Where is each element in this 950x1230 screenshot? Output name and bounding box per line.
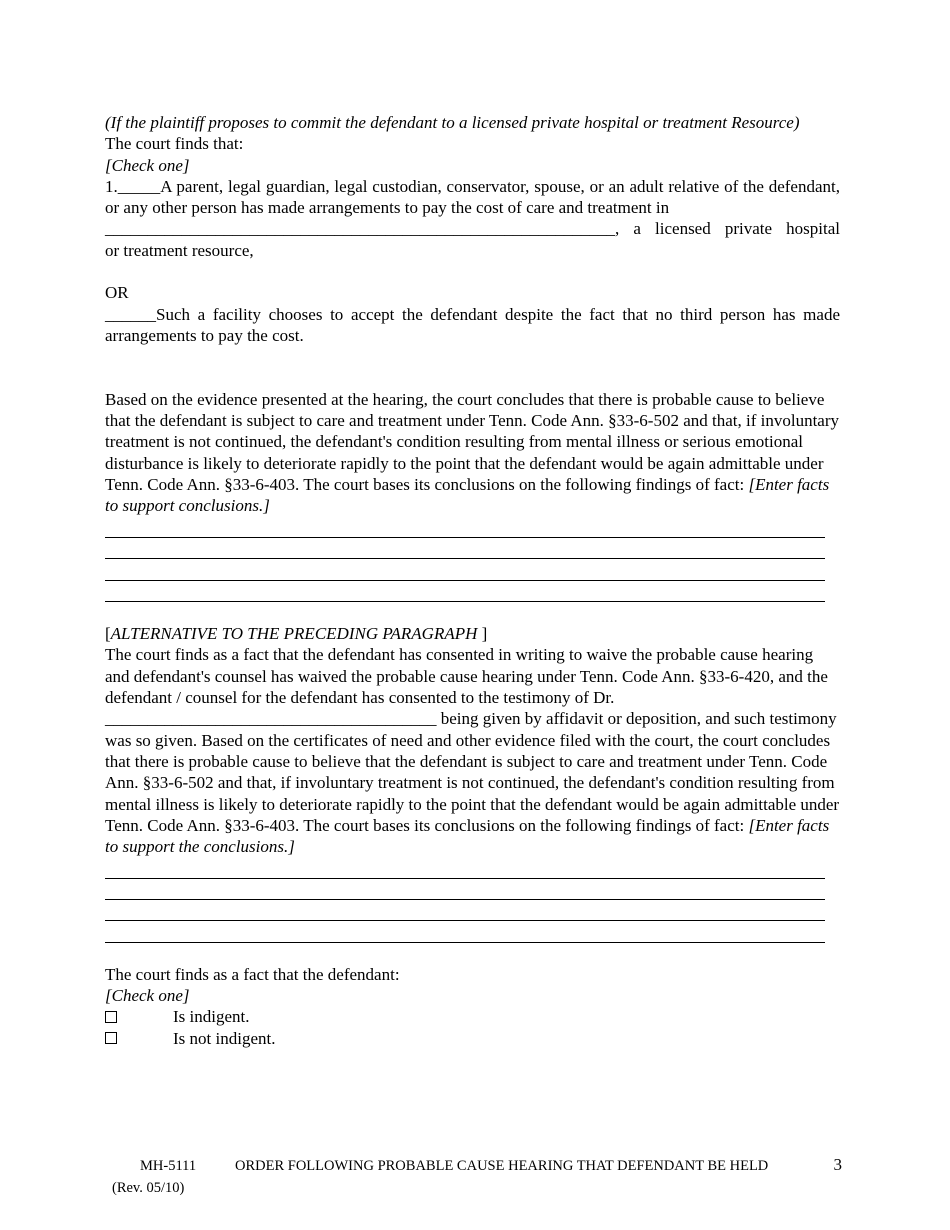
option-2-check-blank[interactable]: ______ xyxy=(105,304,156,324)
findings-line[interactable] xyxy=(105,900,825,921)
option-1-text-end: or treatment resource, xyxy=(105,240,254,260)
not-indigent-label: Is not indigent. xyxy=(173,1028,276,1048)
not-indigent-checkbox[interactable] xyxy=(105,1032,117,1044)
option-1-number: 1. xyxy=(105,176,118,196)
facility-name-blank[interactable]: ____________________________________________________________ xyxy=(105,219,615,239)
findings-line[interactable] xyxy=(105,921,825,942)
findings-line[interactable] xyxy=(105,581,825,602)
indigent-option[interactable] xyxy=(105,1006,840,1027)
form-number: MH-5111 xyxy=(140,1158,197,1174)
alternative-heading-text: ALTERNATIVE TO THE PRECEDING PARAGRAPH xyxy=(110,624,478,644)
alternative-heading xyxy=(105,623,840,644)
alternative-text-1: The court finds as a fact that the defendant has consented in writing to waive the probable cause hearing and defendant's counsel has waived the probable cause hearing under Tenn. Code Ann. §33-6-420, and the defendant / counsel for the defendant has consented to the testimony of Dr. xyxy=(105,645,828,708)
page-number: 3 xyxy=(833,1155,842,1174)
indigence-heading: The court finds as a fact that the defendant: xyxy=(105,964,400,984)
doctor-name-blank[interactable]: _______________________________________ xyxy=(105,709,437,729)
findings-line[interactable] xyxy=(105,879,825,900)
form-title: ORDER FOLLOWING PROBABLE CAUSE HEARING THAT DEFENDANT BE HELD xyxy=(235,1158,769,1174)
bracket-open: [ xyxy=(105,624,111,644)
indigence-check-one: [Check one] xyxy=(105,986,190,1006)
findings-line[interactable] xyxy=(105,857,825,878)
findings-line[interactable] xyxy=(105,559,825,580)
findings-line[interactable] xyxy=(105,538,825,559)
alternative-paragraph xyxy=(105,644,840,857)
option-1-text-cont: , a licensed private hospital xyxy=(615,219,840,239)
indigent-checkbox[interactable] xyxy=(105,1011,117,1023)
option-2-paragraph xyxy=(105,304,840,347)
findings-lines-1[interactable] xyxy=(105,517,840,602)
probable-cause-instruction: [Enter facts to support conclusions.] xyxy=(105,475,830,516)
document-page xyxy=(105,112,840,1049)
court-finds-heading: The court finds that: xyxy=(105,134,244,154)
option-1-check-blank[interactable]: _____ xyxy=(117,176,161,196)
alternative-text-2: being given by affidavit or deposition, and such testimony was so given. Based on the certificates of need and other evidence filed with the court, the court concludes that there is probable cause to believe that the defendant is subject to care and treatment under Tenn. Code Ann. §33-6-502 and that, if involuntary treatment is not continued, the defendant's condition resulting from mental illness is likely to deteriorate rapidly to the point that the defendant would be again admittable under Tenn. Code Ann. §33-6-403. The court bases its conclusions on the following findings of fact: xyxy=(105,709,840,835)
option-1-text: A parent, legal guardian, legal custodian, conservator, spouse, or an adult relative of the defendant, or any other person has made arrangements to pay the cost of care and treatment in xyxy=(105,176,840,218)
probable-cause-paragraph xyxy=(105,389,840,517)
condition-note: (If the plaintiff proposes to commit the defendant to a licensed private hospital or treatment Resource) xyxy=(105,113,800,132)
indigent-label: Is indigent. xyxy=(173,1007,250,1027)
option-1-facility-line xyxy=(105,218,840,239)
probable-cause-text: Based on the evidence presented at the hearing, the court concludes that there is probable cause to believe that the defendant is subject to care and treatment under Tenn. Code Ann. §33-6-502 and that, if involuntary treatment is not continued, the defendant's condition resulting from mental illness or serious emotional disturbance is likely to deteriorate rapidly to the point that the defendant would be again admittable under Tenn. Code Ann. §33-6-403. The court bases its conclusions on the following findings of fact: xyxy=(105,389,840,495)
revision-date: (Rev. 05/10) xyxy=(112,1180,185,1196)
page-footer xyxy=(112,1154,842,1199)
check-one-instruction: [Check one] xyxy=(105,155,190,175)
findings-line[interactable] xyxy=(105,517,825,538)
not-indigent-option[interactable] xyxy=(105,1028,840,1049)
findings-lines-2[interactable] xyxy=(105,857,840,942)
option-2-text: Such a facility chooses to accept the defendant despite the fact that no third person has made arrangements to pay the cost. xyxy=(105,304,840,345)
alternative-instruction: [Enter facts to support the conclusions.] xyxy=(105,815,830,857)
bracket-close: ] xyxy=(477,624,488,644)
option-1-paragraph xyxy=(105,176,840,219)
or-label: OR xyxy=(105,283,129,303)
